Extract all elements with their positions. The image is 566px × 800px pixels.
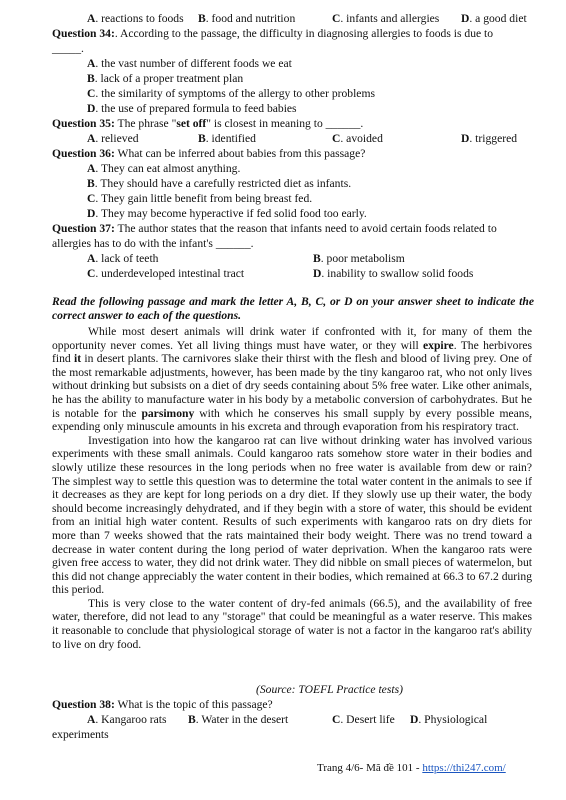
q38-option-c: C. Desert life (332, 713, 395, 726)
q36-option-a: A. They can eat almost anything. (87, 162, 241, 175)
footer-text: Trang 4/6- Mã đề 101 - (317, 762, 423, 774)
q38-option-a: A. Kangaroo rats (87, 713, 167, 726)
q38-option-b: B. Water in the desert (188, 713, 289, 726)
q36-option-b: B. They should have a carefully restricted diet as infants. (87, 177, 352, 190)
q34-stem: Question 34:. According to the passage, the difficulty in diagnosing allergies to foods is due to (52, 27, 494, 40)
q34-option-b: B. lack of a proper treatment plan (87, 72, 244, 85)
footer-link[interactable]: https://thi247.com/ (422, 762, 506, 774)
q35-option-d: D. triggered (461, 132, 518, 145)
q38-stem: Question 38: What is the topic of this passage? (52, 698, 273, 711)
q33-option-d: D. a good diet (461, 12, 527, 25)
q36-option-c: C. They gain little benefit from being breast fed. (87, 192, 313, 205)
page-footer (317, 762, 506, 776)
q34-blank: _____. (52, 42, 84, 55)
q36-option-d: D. They may become hyperactive if fed solid food too early. (87, 207, 367, 220)
passage-paragraph-1: While most desert animals will drink water if confronted with it, for many of them the opportunity never comes. Yet all living things must have water, or they will expire. The herbivores find it in desert plants. The carnivores slake their thirst with the flesh and blood of living prey. One of the most remarkable adjustments, however, has been made by the tiny kangaroo rat, who not only lives without drinking but subsists on a diet of dry seeds containing about 5% free water. Like other animals, he has the ability to manufacture water in his body by a metabolic conversion of carbohydrates. But he is notable for the parsimony with which he conserves his small supply by every possible means, expending only minuscule amounts in his excreta and through evaporation from his respiratory tract. (52, 325, 532, 434)
q34-option-d: D. the use of prepared formula to feed babies (87, 102, 297, 115)
q34-option-c: C. the similarity of symptoms of the allergy to other problems (87, 87, 375, 100)
q33-option-a: A. reactions to foods (87, 12, 184, 25)
q37-stem: Question 37: The author states that the reason that infants need to avoid certain foods related to (52, 222, 497, 235)
passage-paragraph-2: Investigation into how the kangaroo rat can live without drinking water has involved various experiments with these small animals. Could kangaroo rats somehow store water in their bodies and slowly utilize these resources in the long periods when no free water is available from dew or rain? The simplest way to settle this question was to determine the total water content in the animals to see if it decreases as they are kept for long periods on a dry diet. If they slowly use up their water, the body should become increasingly dehydrated, and if they begin with a store of water, this should be evident from an initial high water content. Results of such experiments with kangaroo rats on dry diets for more than 7 weeks showed that the rats maintained their body weight. There was no trend toward a decrease in water content during the long period of water deprivation. When the kangaroo rats were given free access to water, they did not drink water. They did nibble on small pieces of watermelon, but this did not change appreciably the water content in their bodies, which remained at 66.3 to 67.2 during this period. (52, 433, 532, 597)
q37-option-b: B. poor metabolism (313, 252, 405, 265)
q37-option-d: D. inability to swallow solid foods (313, 267, 474, 280)
q37-stem-cont: allergies has to do with the infant's ______. (52, 237, 254, 250)
q37-option-c: C. underdeveloped intestinal tract (87, 267, 245, 280)
q35-stem: Question 35: The phrase "set off" is closest in meaning to ______. (52, 117, 364, 130)
passage-paragraph-3: This is very close to the water content of dry-fed animals (66.5), and the availability of free water, therefore, did not lead to any "storage" that could be meaningful as a water reserve. This makes it reasonable to conclude that physiological storage of water is not a factor in the kangaroo rat's ability to live on dry food. (52, 596, 532, 651)
q36-stem: Question 36: What can be inferred about babies from this passage? (52, 147, 366, 160)
q38-option-d: D. Physiological (410, 713, 488, 726)
q35-option-a: A. relieved (87, 132, 139, 145)
q35-option-b: B. identified (198, 132, 256, 145)
q38-option-d-wrap: experiments (52, 728, 109, 741)
q34-option-a: A. the vast number of different foods we eat (87, 57, 292, 70)
q33-option-b: B. food and nutrition (198, 12, 296, 25)
section-instruction: Read the following passage and mark the letter A, B, C, or D on your answer sheet to indicate the correct answer to each of the questions. (52, 295, 534, 322)
q35-option-c: C. avoided (332, 132, 383, 145)
reading-passage (52, 325, 532, 651)
q37-option-a: A. lack of teeth (87, 252, 159, 265)
source-citation: (Source: TOEFL Practice tests) (256, 683, 403, 696)
q33-option-c: C. infants and allergies (332, 12, 440, 25)
